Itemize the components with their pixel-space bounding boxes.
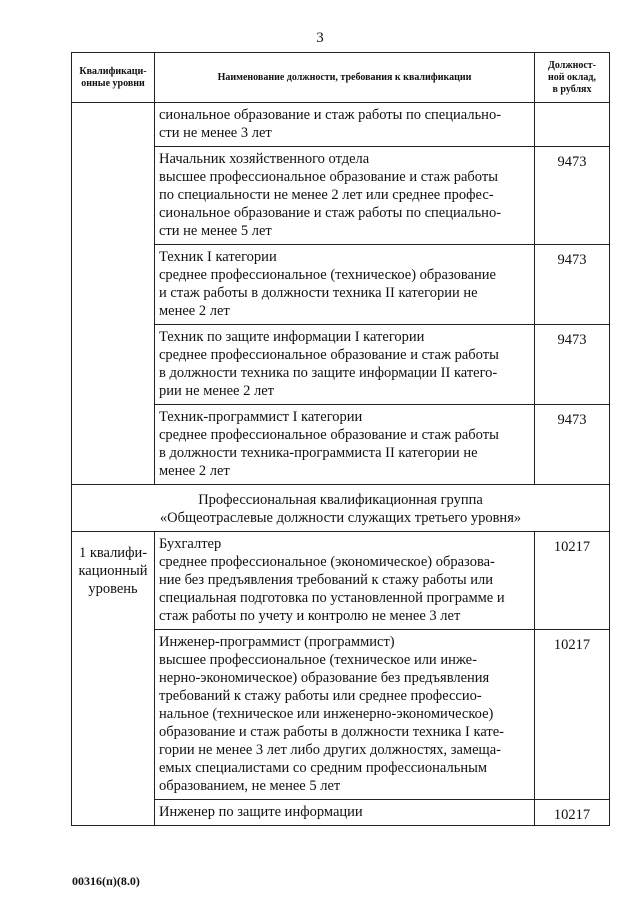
description-line: среднее профессиональное образование и стаж работы bbox=[159, 427, 499, 443]
header-level-line1: Квалификаци- bbox=[79, 65, 147, 77]
position-description bbox=[155, 800, 535, 826]
description-line: стаж работы по учету и контролю не менее 3 лет bbox=[159, 608, 461, 624]
description-line: образование и стаж работы в должности техника I кате- bbox=[159, 724, 504, 740]
salary-cell: 10217 bbox=[535, 630, 610, 800]
description-line: сиональное образование и стаж работы по специально- bbox=[159, 107, 502, 123]
header-salary bbox=[535, 53, 610, 103]
salary-cell: 9473 bbox=[535, 325, 610, 405]
table-row bbox=[72, 532, 610, 630]
salary-cell: 9473 bbox=[535, 245, 610, 325]
description-line: высшее профессиональное (техническое или инже- bbox=[159, 652, 477, 668]
description-line: менее 2 лет bbox=[159, 463, 230, 479]
level-label-line: кационный bbox=[78, 563, 148, 579]
level-label-line: 1 квалифи- bbox=[78, 545, 148, 561]
description-line: по специальности не менее 2 лет или среднее профес- bbox=[159, 187, 494, 203]
salary-cell bbox=[535, 103, 610, 147]
position-title: Инженер по защите информации bbox=[159, 804, 363, 820]
position-description bbox=[155, 245, 535, 325]
position-description bbox=[155, 325, 535, 405]
description-line: среднее профессиональное (техническое) образование bbox=[159, 267, 496, 283]
qualification-table bbox=[71, 52, 610, 826]
description-line: высшее профессиональное образование и стаж работы bbox=[159, 169, 498, 185]
description-line: требований к стажу работы или среднее профессио- bbox=[159, 688, 482, 704]
table-header-row bbox=[72, 53, 610, 103]
position-title: Начальник хозяйственного отдела bbox=[159, 151, 370, 167]
salary-cell: 9473 bbox=[535, 147, 610, 245]
description-line: в должности техника по защите информации II катего- bbox=[159, 365, 498, 381]
position-title: Техник I категории bbox=[159, 249, 277, 265]
description-line: менее 2 лет bbox=[159, 303, 230, 319]
group-heading-row bbox=[72, 485, 610, 532]
description-line: гории не менее 3 лет либо других должностях, замеща- bbox=[159, 742, 501, 758]
page-number: 3 bbox=[316, 30, 324, 46]
description-line: среднее профессиональное образование и стаж работы bbox=[159, 347, 499, 363]
description-line: в должности техника-программиста II категории не bbox=[159, 445, 478, 461]
table-row bbox=[72, 103, 610, 147]
position-description bbox=[155, 405, 535, 485]
header-level-line2: онные уровни bbox=[81, 77, 145, 89]
description-line: и стаж работы в должности техника II категории не bbox=[159, 285, 478, 301]
description-line: рии не менее 2 лет bbox=[159, 383, 274, 399]
description-line: среднее профессиональное (экономическое) образова- bbox=[159, 554, 495, 570]
description-line: емых специалистами со средним профессиональным bbox=[159, 760, 488, 776]
description-line: образованием, не менее 5 лет bbox=[159, 778, 341, 794]
group-title-line1: Профессиональная квалификационная группа bbox=[198, 492, 483, 508]
description-line: нерно-экономическое) образование без предъявления bbox=[159, 670, 490, 686]
qualification-level-cell bbox=[72, 532, 155, 826]
group-title-line2: «Общеотраслевые должности служащих третьего уровня» bbox=[159, 510, 522, 526]
header-level bbox=[72, 53, 155, 103]
description-line: сиональное образование и стаж работы по специально- bbox=[159, 205, 502, 221]
level-cell-continued bbox=[72, 103, 155, 485]
salary-cell: 10217 bbox=[535, 532, 610, 630]
position-title: Техник-программист I категории bbox=[159, 409, 363, 425]
header-name: Наименование должности, требования к квалификации bbox=[155, 53, 535, 103]
document-code: 00316(п)(8.0) bbox=[72, 874, 140, 888]
position-description bbox=[155, 532, 535, 630]
description-line: специальная подготовка по установленной программе и bbox=[159, 590, 505, 606]
salary-cell: 10217 bbox=[535, 800, 610, 826]
salary-cell: 9473 bbox=[535, 405, 610, 485]
header-salary-line1: Должност- bbox=[547, 59, 597, 71]
header-salary-line3: в рублях bbox=[552, 83, 592, 95]
description-line: сти не менее 5 лет bbox=[159, 223, 272, 239]
description-line: нальное (техническое или инженерно-экономическое) bbox=[159, 706, 494, 722]
description-line: ние без предъявления требований к стажу работы или bbox=[159, 572, 494, 588]
description-line: сти не менее 3 лет bbox=[159, 125, 272, 141]
position-description bbox=[155, 103, 535, 147]
position-title: Инженер-программист (программист) bbox=[159, 634, 395, 650]
position-description bbox=[155, 147, 535, 245]
header-salary-line2: ной оклад, bbox=[548, 71, 596, 83]
position-title: Техник по защите информации I категории bbox=[159, 329, 425, 345]
group-heading bbox=[72, 485, 610, 532]
position-title: Бухгалтер bbox=[159, 536, 222, 552]
level-label-line: уровень bbox=[88, 581, 138, 597]
position-description bbox=[155, 630, 535, 800]
